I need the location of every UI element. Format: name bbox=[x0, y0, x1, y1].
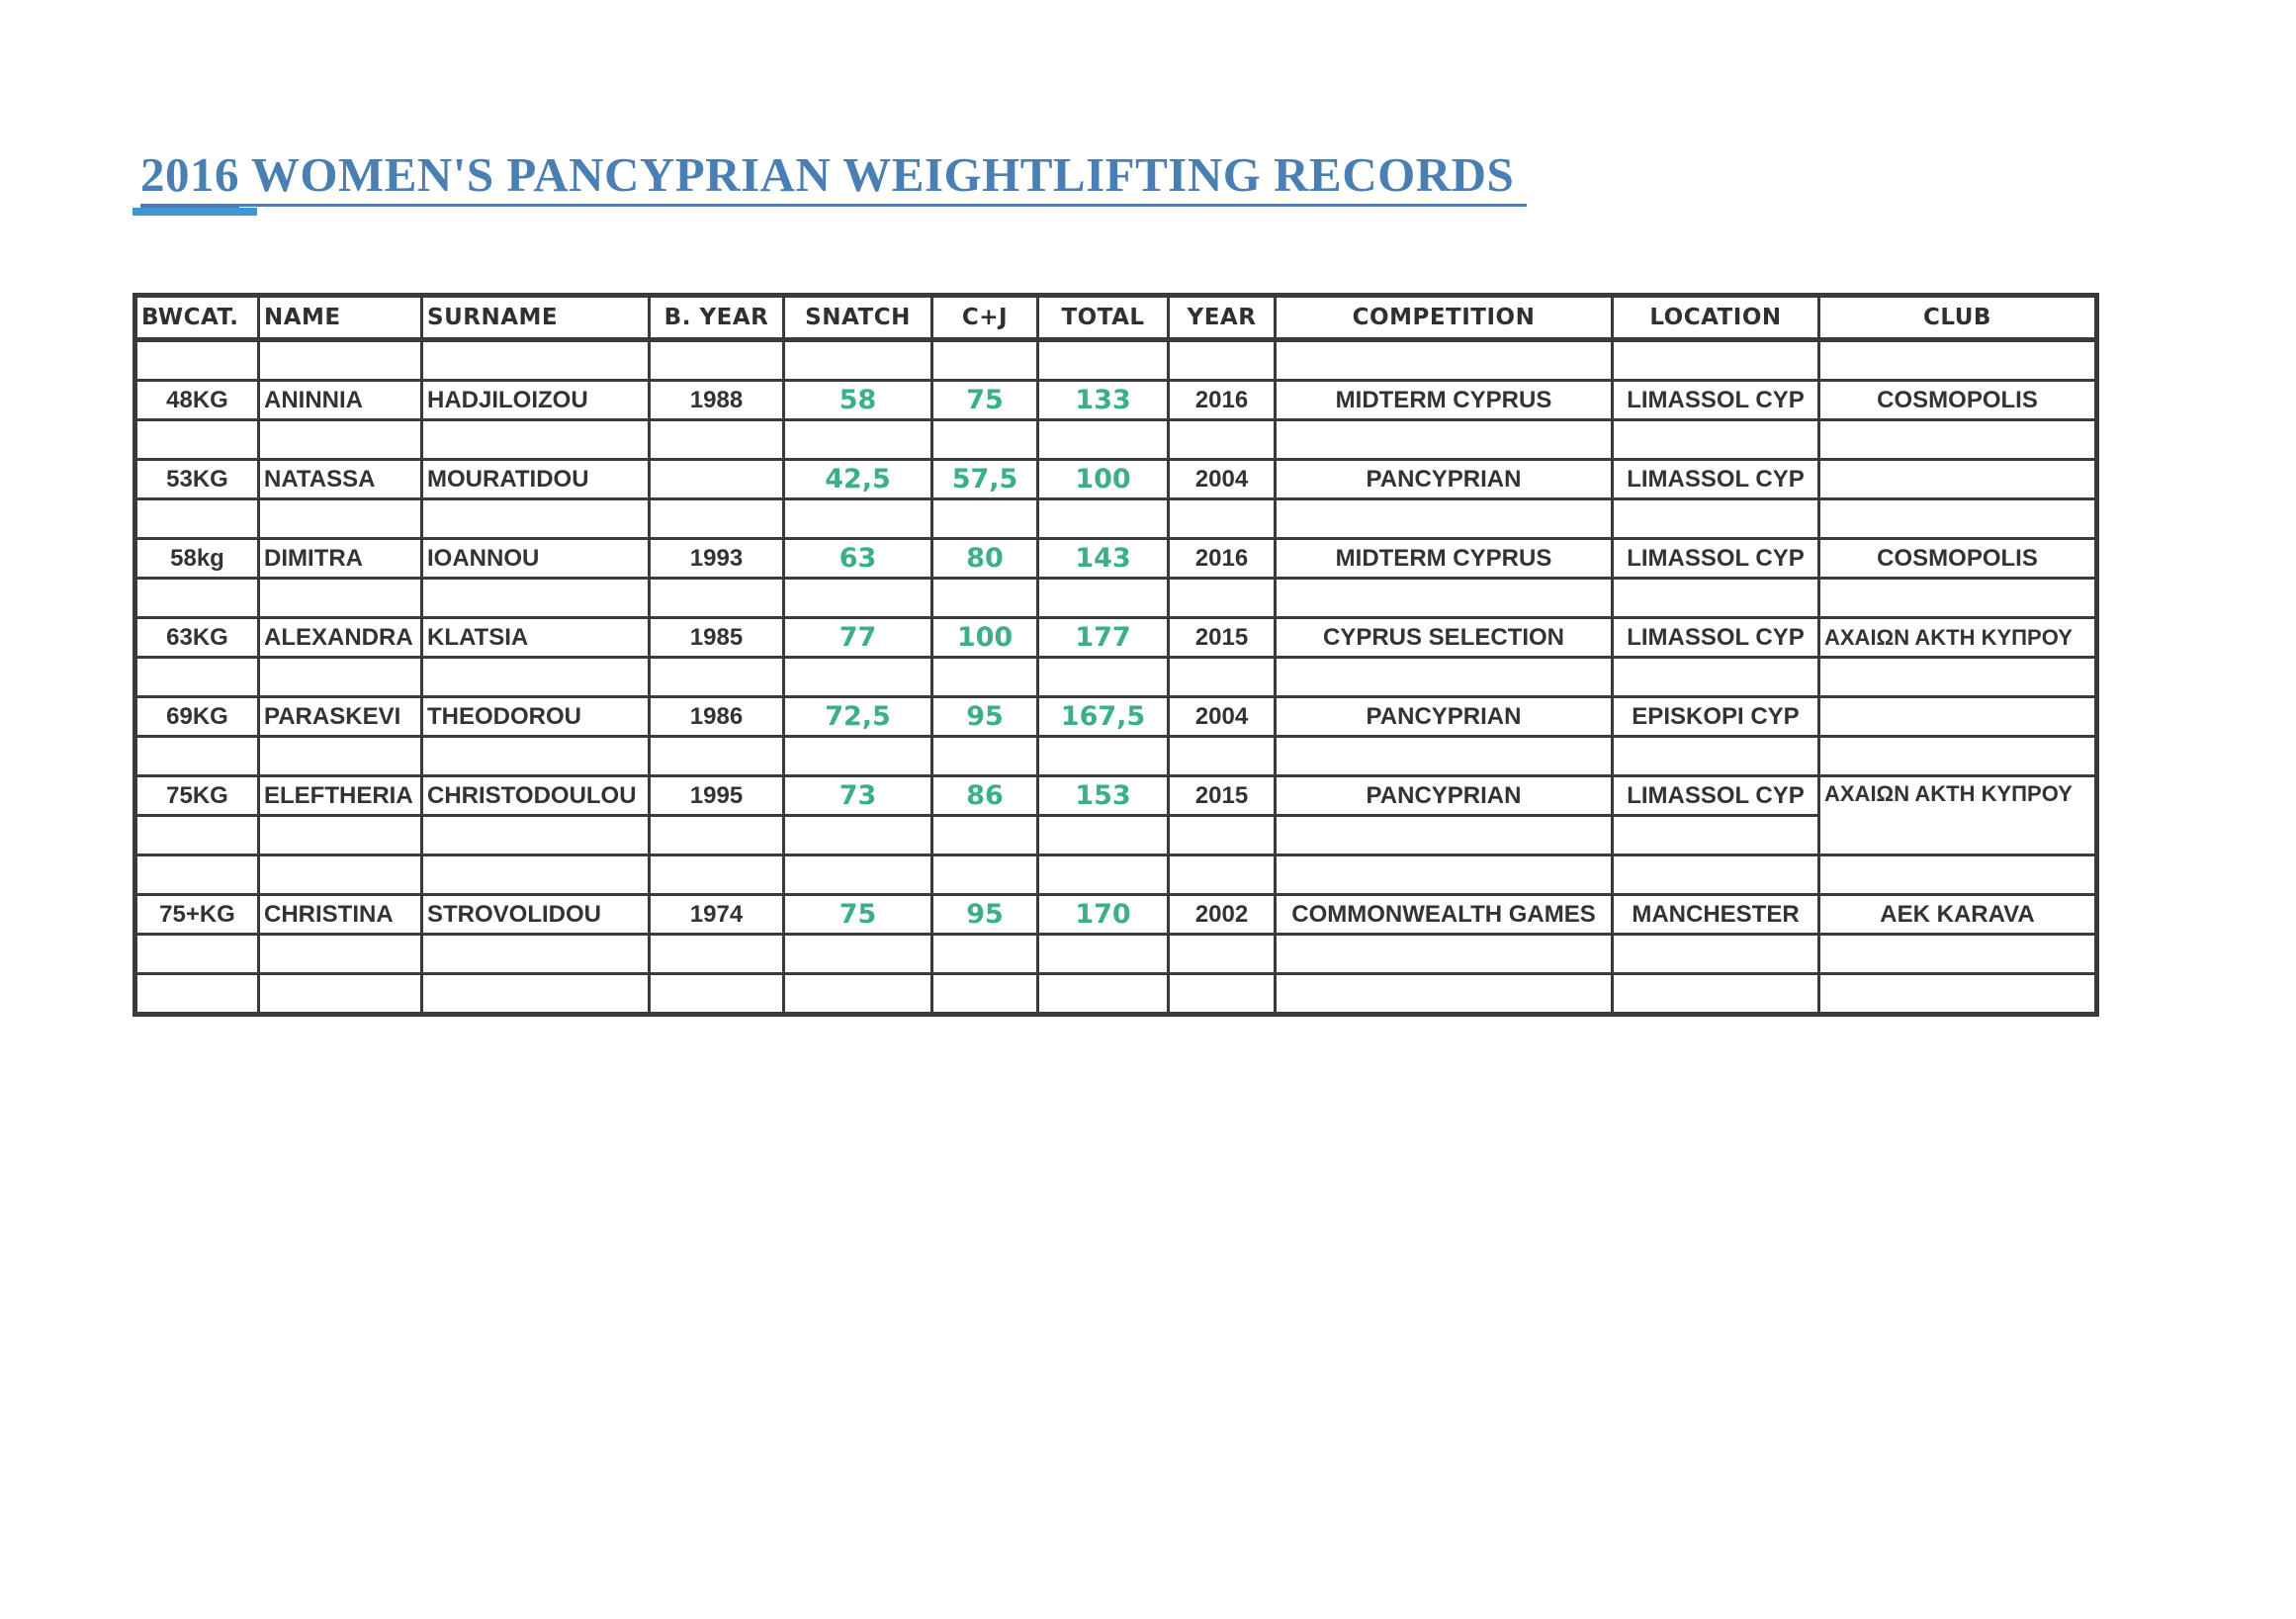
spacer-row bbox=[135, 816, 2097, 855]
spacer-row bbox=[135, 579, 2097, 618]
cell-competition: CYPRUS SELECTION bbox=[1276, 618, 1613, 658]
table-row bbox=[135, 895, 2097, 935]
cell-birth-year: 1985 bbox=[650, 618, 784, 658]
header-total: TOTAL bbox=[1038, 296, 1169, 340]
cell-name: ALEXANDRA bbox=[259, 618, 422, 658]
title-year: 2016 bbox=[140, 147, 239, 208]
cell-bwcat: 53KG bbox=[135, 460, 259, 499]
cell-competition: PANCYPRIAN bbox=[1276, 776, 1613, 816]
document-title bbox=[140, 146, 1527, 203]
cell-bwcat: 75+KG bbox=[135, 895, 259, 935]
cell-total: 153 bbox=[1038, 776, 1169, 816]
table-row bbox=[135, 460, 2097, 499]
cell-bwcat: 75KG bbox=[135, 776, 259, 816]
cell-total: 177 bbox=[1038, 618, 1169, 658]
header-row bbox=[135, 296, 2097, 340]
cell-snatch: 42,5 bbox=[784, 460, 932, 499]
cell-birth-year: 1988 bbox=[650, 381, 784, 420]
cell-competition: PANCYPRIAN bbox=[1276, 460, 1613, 499]
spacer-row bbox=[135, 658, 2097, 697]
cell-clean-and-jerk: 86 bbox=[932, 776, 1038, 816]
cell-location: LIMASSOL CYP bbox=[1613, 460, 1819, 499]
cell-surname: THEODOROU bbox=[422, 697, 650, 737]
cell-competition: MIDTERM CYPRUS bbox=[1276, 539, 1613, 579]
cell-bwcat: 69KG bbox=[135, 697, 259, 737]
cell-surname: HADJILOIZOU bbox=[422, 381, 650, 420]
title-year-highlight bbox=[132, 208, 257, 216]
header-club: CLUB bbox=[1819, 296, 2097, 340]
cell-club: ΑΧΑΙΩΝ ΑΚΤΗ ΚΥΠΡΟΥ bbox=[1819, 776, 2097, 855]
cell-club bbox=[1819, 460, 2097, 499]
cell-year: 2015 bbox=[1169, 618, 1276, 658]
cell-club bbox=[1819, 697, 2097, 737]
cell-bwcat: 58kg bbox=[135, 539, 259, 579]
cell-snatch: 58 bbox=[784, 381, 932, 420]
table-row bbox=[135, 381, 2097, 420]
table-row bbox=[135, 618, 2097, 658]
header-surname: SURNAME bbox=[422, 296, 650, 340]
cell-bwcat: 63KG bbox=[135, 618, 259, 658]
cell-surname: KLATSIA bbox=[422, 618, 650, 658]
table-row bbox=[135, 539, 2097, 579]
header-location: LOCATION bbox=[1613, 296, 1819, 340]
cell-name: DIMITRA bbox=[259, 539, 422, 579]
cell-bwcat: 48KG bbox=[135, 381, 259, 420]
cell-name: NATASSA bbox=[259, 460, 422, 499]
spacer-row bbox=[135, 855, 2097, 895]
cell-clean-and-jerk: 95 bbox=[932, 697, 1038, 737]
cell-snatch: 75 bbox=[784, 895, 932, 935]
cell-name: ANINNIA bbox=[259, 381, 422, 420]
cell-location: LIMASSOL CYP bbox=[1613, 618, 1819, 658]
cell-club: AEK KARAVA bbox=[1819, 895, 2097, 935]
spacer-row bbox=[135, 499, 2097, 539]
cell-competition: PANCYPRIAN bbox=[1276, 697, 1613, 737]
cell-clean-and-jerk: 95 bbox=[932, 895, 1038, 935]
cell-clean-and-jerk: 80 bbox=[932, 539, 1038, 579]
spacer-row bbox=[135, 974, 2097, 1015]
cell-birth-year: 1995 bbox=[650, 776, 784, 816]
cell-location: EPISKOPI CYP bbox=[1613, 697, 1819, 737]
cell-year: 2015 bbox=[1169, 776, 1276, 816]
cell-clean-and-jerk: 100 bbox=[932, 618, 1038, 658]
cell-surname: MOURATIDOU bbox=[422, 460, 650, 499]
title-text: WOMEN'S PANCYPRIAN WEIGHTLIFTING RECORDS bbox=[239, 147, 1527, 207]
cell-clean-and-jerk: 57,5 bbox=[932, 460, 1038, 499]
header-snatch: SNATCH bbox=[784, 296, 932, 340]
header-name: NAME bbox=[259, 296, 422, 340]
spacer-row bbox=[135, 420, 2097, 460]
cell-birth-year: 1986 bbox=[650, 697, 784, 737]
cell-year: 2004 bbox=[1169, 697, 1276, 737]
cell-club: COSMOPOLIS bbox=[1819, 381, 2097, 420]
cell-total: 133 bbox=[1038, 381, 1169, 420]
cell-total: 170 bbox=[1038, 895, 1169, 935]
cell-snatch: 72,5 bbox=[784, 697, 932, 737]
cell-competition: MIDTERM CYPRUS bbox=[1276, 381, 1613, 420]
cell-competition: COMMONWEALTH GAMES bbox=[1276, 895, 1613, 935]
cell-club: ΑΧΑΙΩΝ ΑΚΤΗ ΚΥΠΡΟΥ bbox=[1819, 618, 2097, 658]
cell-total: 143 bbox=[1038, 539, 1169, 579]
cell-birth-year bbox=[650, 460, 784, 499]
cell-year: 2002 bbox=[1169, 895, 1276, 935]
cell-year: 2016 bbox=[1169, 381, 1276, 420]
cell-snatch: 73 bbox=[784, 776, 932, 816]
table-row bbox=[135, 697, 2097, 737]
cell-name: ELEFTHERIA bbox=[259, 776, 422, 816]
cell-surname: CHRISTODOULOU bbox=[422, 776, 650, 816]
cell-surname: STROVOLIDOU bbox=[422, 895, 650, 935]
cell-surname: IOANNOU bbox=[422, 539, 650, 579]
cell-club: COSMOPOLIS bbox=[1819, 539, 2097, 579]
cell-name: PARASKEVI bbox=[259, 697, 422, 737]
cell-snatch: 63 bbox=[784, 539, 932, 579]
cell-year: 2004 bbox=[1169, 460, 1276, 499]
records-table bbox=[132, 293, 2099, 1017]
header-clean-and-jerk: C+J bbox=[932, 296, 1038, 340]
cell-location: LIMASSOL CYP bbox=[1613, 381, 1819, 420]
cell-name: CHRISTINA bbox=[259, 895, 422, 935]
spacer-row bbox=[135, 340, 2097, 381]
header-competition: COMPETITION bbox=[1276, 296, 1613, 340]
header-birth-year: B. YEAR bbox=[650, 296, 784, 340]
cell-year: 2016 bbox=[1169, 539, 1276, 579]
cell-total: 100 bbox=[1038, 460, 1169, 499]
cell-clean-and-jerk: 75 bbox=[932, 381, 1038, 420]
spacer-row bbox=[135, 935, 2097, 974]
cell-total: 167,5 bbox=[1038, 697, 1169, 737]
header-bwcat: BWCAT. bbox=[135, 296, 259, 340]
cell-birth-year: 1993 bbox=[650, 539, 784, 579]
cell-location: LIMASSOL CYP bbox=[1613, 539, 1819, 579]
spacer-row bbox=[135, 737, 2097, 776]
cell-birth-year: 1974 bbox=[650, 895, 784, 935]
cell-snatch: 77 bbox=[784, 618, 932, 658]
table-row bbox=[135, 776, 2097, 816]
cell-location: LIMASSOL CYP bbox=[1613, 776, 1819, 816]
header-year: YEAR bbox=[1169, 296, 1276, 340]
cell-location: MANCHESTER bbox=[1613, 895, 1819, 935]
